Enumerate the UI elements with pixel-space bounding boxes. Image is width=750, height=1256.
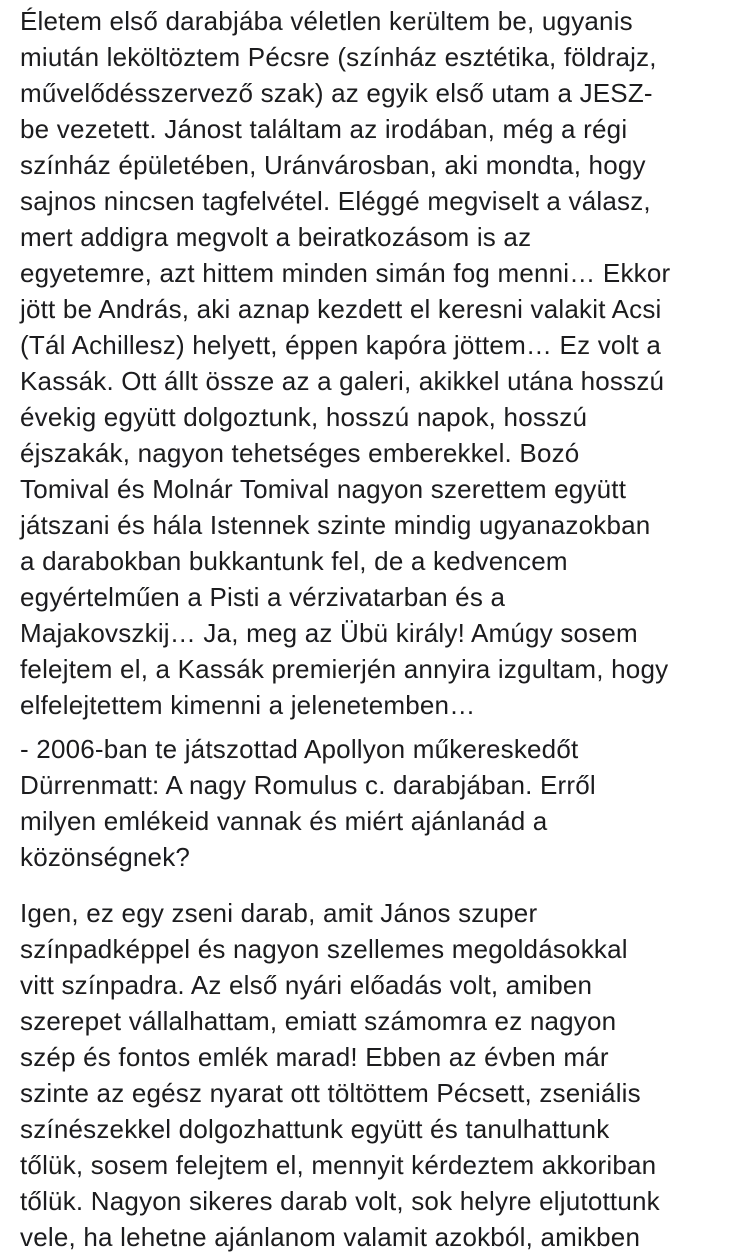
text-line: be vezetett. Jánost találtam az irodában, még a régi [20, 114, 628, 144]
text-line: szerepet vállalhattam, emiatt számomra ez nagyon [20, 1006, 617, 1036]
text-line: mert addigra megvolt a beiratkozásom is az [20, 222, 532, 252]
text-line: évekig együtt dolgoztunk, hosszú napok, hosszú [20, 402, 588, 432]
text-line: egyetemre, azt hittem minden simán fog menni… Ekkor [20, 258, 671, 288]
text-line: tőlük. Nagyon sikeres darab volt, sok helyre eljutottunk [20, 1186, 660, 1216]
text-line: művelődésszervező szak) az egyik első utam a JESZ- [20, 78, 653, 108]
text-line: Igen, ez egy zseni darab, amit János szuper [20, 898, 538, 928]
text-line: közönségnek? [20, 842, 191, 872]
text-line: miután leköltöztem Pécsre (színház esztétika, földrajz, [20, 42, 657, 72]
text-line: a darabokban bukkantunk fel, de a kedvencem [20, 546, 568, 576]
text-line: milyen emlékeid vannak és miért ajánlanád a [20, 806, 548, 836]
text-line: elfelejtettem kimenni a jelenetemben… [20, 690, 476, 720]
text-line: - 2006-ban te játszottad Apollyon műkereskedőt [20, 734, 579, 764]
text-line: tőlük, sosem felejtem el, mennyit kérdeztem akkoriban [20, 1150, 657, 1180]
text-line: jött be András, aki aznap kezdett el keresni valakit Acsi [20, 294, 662, 324]
text-line: Tomival és Molnár Tomival nagyon szerettem együtt [20, 474, 627, 504]
text-line: vitt színpadra. Az első nyári előadás volt, amiben [20, 970, 593, 1000]
text-line: (Tál Achillesz) helyett, éppen kapóra jöttem… Ez volt a [20, 330, 662, 360]
text-line: színház épületében, Uránvárosban, aki mondta, hogy [20, 150, 646, 180]
text-line: szinte az egész nyarat ott töltöttem Pécsett, zseniális [20, 1078, 641, 1108]
text-line: felejtem el, a Kassák premierjén annyira izgultam, hogy [20, 654, 669, 684]
text-line: színpadképpel és nagyon szellemes megoldásokkal [20, 934, 628, 964]
paragraph-answer [20, 895, 660, 1255]
text-line: játszani és hála Istennek szinte mindig ugyanazokban [20, 510, 651, 540]
paragraph-interview-question [20, 731, 596, 875]
text-line: színészekkel dolgozhattunk együtt és tanulhattunk [20, 1114, 610, 1144]
text-line: Életem első darabjába véletlen kerültem be, ugyanis [20, 6, 633, 36]
text-line: sajnos nincsen tagfelvétel. Eléggé megviselt a válasz, [20, 186, 651, 216]
paragraph-first-role [20, 3, 670, 723]
text-line: Kassák. Ott állt össze az a galeri, akikkel utána hosszú [20, 366, 665, 396]
text-line: éjszakák, nagyon tehetséges emberekkel. Bozó [20, 438, 580, 468]
text-line: egyértelműen a Pisti a vérzivatarban és a [20, 582, 506, 612]
text-line: szép és fontos emlék marad! Ebben az évben már [20, 1042, 609, 1072]
text-line: vele, ha lehetne ajánlanom valamit azokból, amikben [20, 1222, 641, 1252]
text-line: Majakovszkij… Ja, meg az Übü király! Amúgy sosem [20, 618, 638, 648]
text-line: Dürrenmatt: A nagy Romulus c. darabjában. Erről [20, 770, 596, 800]
